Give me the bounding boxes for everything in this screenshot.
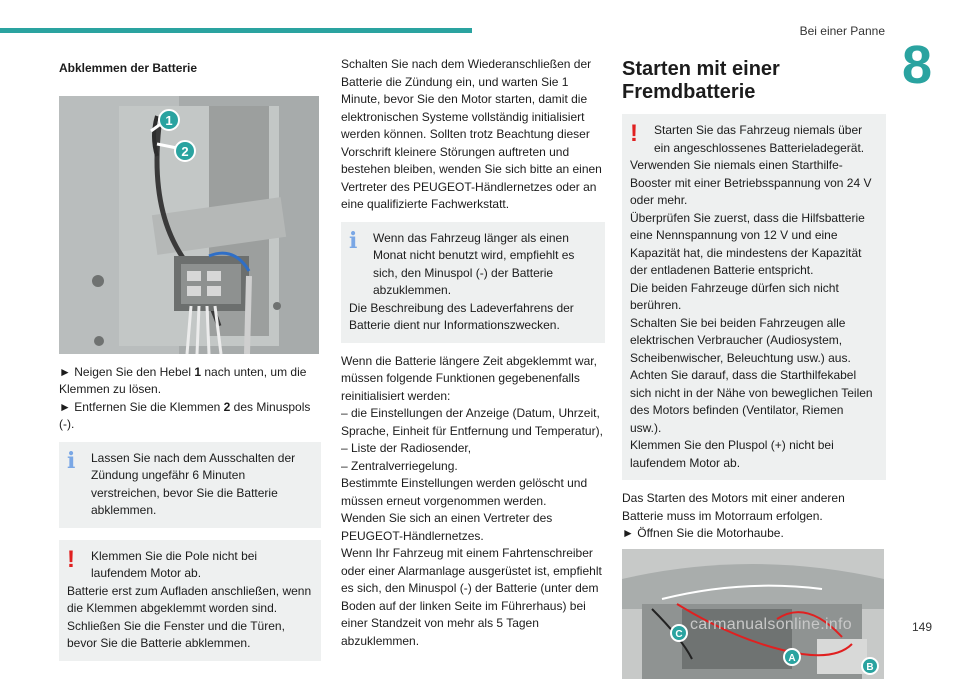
battery-terminal-photo [59,96,319,354]
reinit-paragraph: Wenn die Batterie längere Zeit abgeklemmt war, müssen folgende Funktionen gegebenenfalls reinitialisiert werden: [341,353,597,403]
list-item: – Zentralverriegelung. [341,458,458,473]
header-accent-bar [0,28,472,33]
step-text: Öffnen Sie die Motorhaube. [637,526,784,540]
jump-start-photo [622,549,884,679]
reconnect-paragraph: Schalten Sie nach dem Wiederanschließen der Batterie die Zündung ein, und warten Sie 1 Minute, bevor Sie den Motor starten, damit die elektronischen Systeme vollständig initialisiert werden können. Sollten trotz Beachtung dieser Vorschrift kleinere Störungen auftreten und bestehen bleiben, wenden Sie sich bitte an einen Vertreter des PEUGEOT-Händlernetzes oder an eine qualifizierte Fachwerkstatt. [341,57,602,211]
chapter-number: 8 [901,35,932,95]
callout-1-label: 1 [165,112,173,128]
dealer-paragraph: Wenden Sie sich an einen Vertreter des PEUGEOT-Händlernetzes. [341,511,553,543]
warning-text-2: Schließen Sie die Fenster und die Türen, bevor Sie die Batterie abklemmen. [67,618,285,650]
step-2-text-a: Entfernen Sie die Klemmen [74,399,224,414]
step-1 [59,364,321,399]
step-2-text-b: des Minuspols (-). [59,399,311,431]
heading-jump-start: Starten mit einer Fremdbatterie [622,58,780,103]
battery-terminal-illustration [59,96,319,354]
warning-line: Die beiden Fahrzeuge dürfen sich nicht berühren. [630,280,839,312]
warning-icon: ! [630,120,638,147]
jump-start-illustration [622,549,884,679]
list-item: – Liste der Radiosender, [341,441,472,455]
info-box-wait [59,442,321,528]
list-item: – die Einstellungen der Anzeige (Datum, Uhrzeit, Sprache, Einheit für Entfernung und Temperatur), [341,406,603,438]
warning-line: Schalten Sie bei beiden Fahrzeugen alle elektrischen Verbraucher (Audiosystem, Scheibenwischer, Beleuchtung usw.) aus. [630,315,851,365]
step-2 [59,399,321,434]
step-arrow-icon: ► [59,399,71,414]
step-2-ref: 2 [223,399,231,414]
column-right [622,56,886,679]
page-number: 149 [911,620,932,634]
info-box-storage [341,222,605,343]
warning-line: Klemmen Sie den Pluspol (+) nicht bei laufendem Motor ab. [630,438,834,470]
settings-paragraph: Bestimmte Einstellungen werden gelöscht und müssen erneut vorgenommen werden. [341,476,588,508]
engine-bay-paragraph: Das Starten des Motors mit einer anderen Batterie muss im Motorraum erfolgen. [622,491,845,523]
callout-2-label: 2 [181,143,189,159]
info-icon: i [67,447,76,474]
warning-lead-text: Starten Sie das Fahrzeug niemals über ein angeschlossenes Batterieladegerät. [654,123,865,155]
callout-c-label: C [675,628,683,640]
warning-line: Achten Sie darauf, dass die Starthilfekabel sich nicht in der Nähe von beweglichen Teilen des Motors befinden (Ventilator, Riemen usw.). [630,368,873,435]
watermark: carmanualsonline.info [690,616,852,633]
info-box-text: Lassen Sie nach dem Ausschalten der Zündung ungefähr 6 Minuten verstreichen, bevor Sie die Batterie abklemmen. [91,450,296,517]
column-left [59,56,321,671]
callout-b-label: B [866,661,874,673]
step-open-hood [622,525,886,543]
warning-text: Batterie erst zum Aufladen anschließen, wenn die Klemmen abgeklemmt worden sind. [67,583,312,615]
step-arrow-icon: ► [622,526,634,540]
warning-icon: ! [67,545,75,573]
step-1-text-b: nach unten, um die Klemmen zu lösen. [59,364,307,396]
heading-battery-disconnect: Abklemmen der Batterie [59,61,198,75]
step-arrow-icon: ► [59,364,71,379]
warning-line: Überprüfen Sie zuerst, dass die Hilfsbatterie eine Nennspannung von 12 V und eine Kapazität hat, die mindestens der Kapazität der entladenen Batterie entspricht. [630,210,865,277]
warning-lead-text: Klemmen Sie die Pole nicht bei laufendem Motor ab. [91,548,258,580]
callout-a-label: A [788,652,796,664]
tachograph-paragraph: Wenn Ihr Fahrzeug mit einem Fahrtenschreiber oder einer Alarmanlage ausgerüstet ist, empfiehlt es sich, den Minuspol (-) der Batterie (unter dem Boden auf der linken Seite im Führerhaus) bei einer Standzeit von mehr als 5 Tagen abzuklemmen. [341,546,602,648]
warning-box-disconnect [59,540,321,661]
info-icon: i [349,227,358,254]
step-1-ref: 1 [194,364,202,379]
step-1-text-a: Neigen Sie den Hebel [74,364,195,379]
info-box-text: Die Beschreibung des Ladeverfahrens der Batterie dient nur Informationszwecken. [349,300,574,332]
column-middle [341,56,605,650]
section-title: Bei einer Panne [799,24,885,38]
warning-line: Verwenden Sie niemals einen Starthilfe-Booster mit einer Betriebsspannung von 24 V oder mehr. [630,158,872,207]
warning-box-jump-start [622,114,886,480]
info-box-lead: Wenn das Fahrzeug länger als einen Monat nicht benutzt wird, empfiehlt es sich, den Minuspol (-) der Batterie abzuklemmen. [373,230,575,297]
